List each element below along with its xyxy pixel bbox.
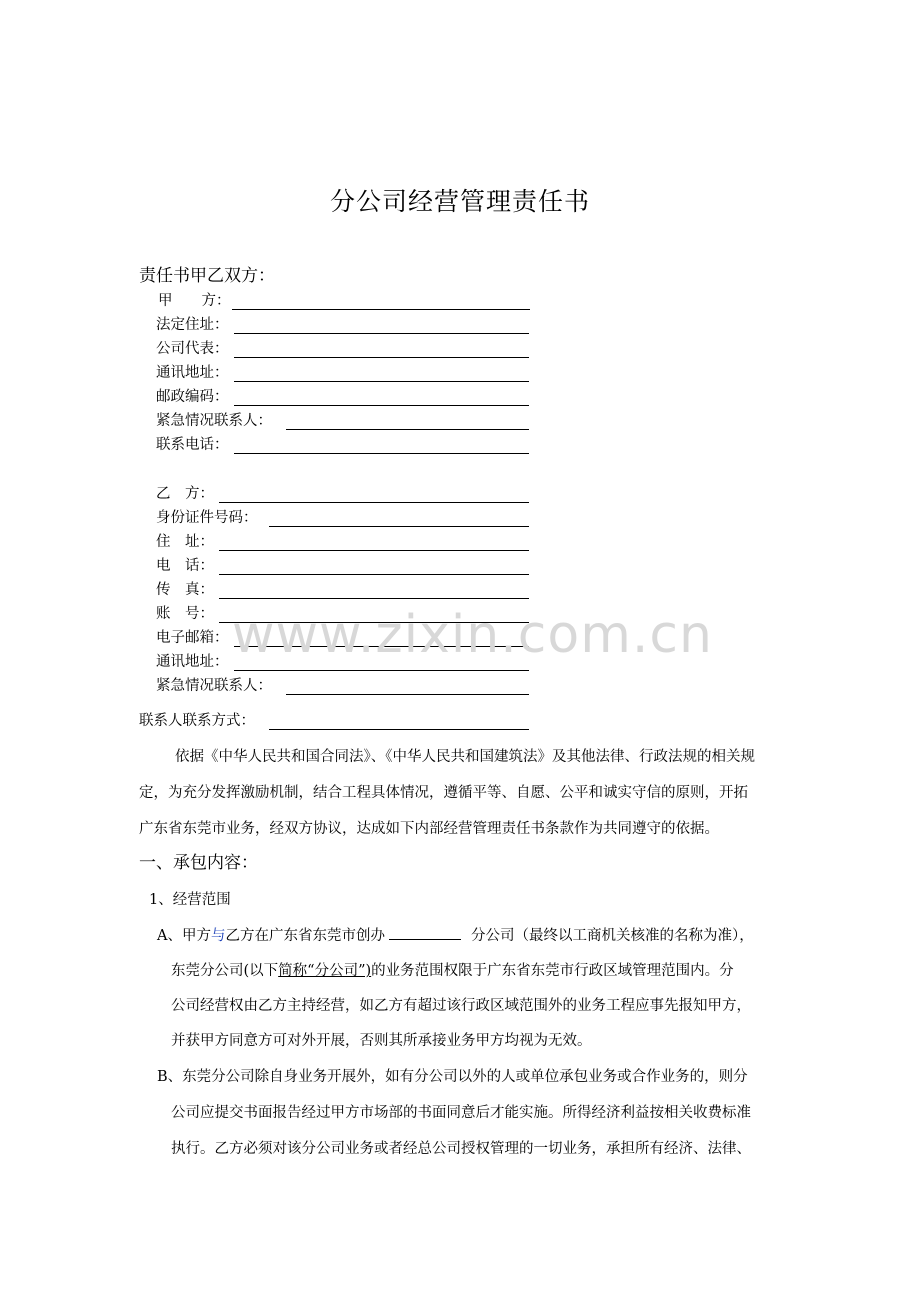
document-title: 分公司经营管理责任书 bbox=[329, 187, 590, 216]
sub-1-heading: 1、经营范围 bbox=[149, 892, 231, 908]
contact-method-blank[interactable] bbox=[269, 729, 529, 730]
party-a-field-rep: 公司代表： bbox=[156, 341, 229, 357]
branch-name-blank[interactable] bbox=[389, 925, 461, 940]
clause-a-l2-c: 的业务范围权限于广东省东莞市行政区域管理范围内。分 bbox=[371, 963, 734, 979]
clause-a-l2-a: 东莞分公司(以下 bbox=[171, 963, 279, 979]
clause-a-l2-underlined: 简称“分公司”) bbox=[278, 963, 372, 979]
party-b-mail-address-blank[interactable] bbox=[234, 670, 529, 671]
party-b-emergency-blank[interactable] bbox=[286, 694, 529, 695]
party-a-field-address: 法定住址： bbox=[156, 317, 229, 333]
contact-method-label: 联系人联系方式： bbox=[139, 713, 255, 729]
clause-a-l1-link: 与 bbox=[210, 928, 226, 944]
party-b-field-account: 账 号： bbox=[156, 606, 214, 622]
party-a-field-name: 甲 方： bbox=[158, 293, 231, 309]
party-b-address-blank[interactable] bbox=[219, 550, 529, 551]
party-b-field-email: 电子邮箱： bbox=[156, 630, 229, 646]
party-a-field-phone: 联系电话： bbox=[156, 437, 229, 453]
watermark: www.zixin.com.cn bbox=[232, 605, 713, 665]
clause-a-line-4: 并获甲方同意方可对外开展，否则其所承接业务甲方均视为无效。 bbox=[171, 1033, 592, 1049]
party-a-field-postcode: 邮政编码： bbox=[156, 389, 229, 405]
party-b-field-address: 住 址： bbox=[156, 534, 214, 550]
party-a-name-blank[interactable] bbox=[232, 309, 530, 310]
party-a-postcode-blank[interactable] bbox=[234, 405, 529, 406]
party-b-field-mail-address: 通讯地址： bbox=[156, 654, 229, 670]
preamble-line-3: 广东省东莞市业务，经双方协议，达成如下内部经营管理责任书条款作为共同遵守的依据。 bbox=[139, 821, 719, 837]
party-b-fax-blank[interactable] bbox=[219, 598, 529, 599]
party-a-rep-blank[interactable] bbox=[234, 357, 529, 358]
clause-a-line-3: 公司经营权由乙方主持经营，如乙方有超过该行政区域范围外的业务工程应事先报知甲方， bbox=[171, 998, 751, 1014]
party-b-field-id: 身份证件号码： bbox=[156, 510, 258, 526]
intro-heading: 责任书甲乙双方： bbox=[139, 266, 275, 286]
preamble-line-1: 依据《中华人民共和国合同法》、《中华人民共和国建筑法》及其他法律、行政法规的相关规 bbox=[175, 749, 755, 765]
clause-b-line-2: 公司应提交书面报告经过甲方市场部的书面同意后才能实施。所得经济利益按相关收费标准 bbox=[171, 1105, 751, 1121]
party-a-phone-blank[interactable] bbox=[234, 453, 529, 454]
preamble-line-2: 定，为充分发挥激励机制，结合工程具体情况，遵循平等、自愿、公平和诚实守信的原则，开拓 bbox=[139, 785, 748, 801]
clause-b-line-3: 执行。乙方必须对该分公司业务或者经总公司授权管理的一切业务，承担所有经济、法律、 bbox=[171, 1141, 751, 1157]
party-b-id-blank[interactable] bbox=[269, 526, 529, 527]
party-b-field-emergency: 紧急情况联系人： bbox=[156, 678, 272, 694]
clause-a-line-2 bbox=[171, 960, 734, 982]
party-a-field-emergency: 紧急情况联系人： bbox=[156, 413, 272, 429]
clause-b-line-1: B、东莞分公司除自身业务开展外，如有分公司以外的人或单位承包业务或合作业务的，则分 bbox=[157, 1069, 748, 1085]
party-a-mail-address-blank[interactable] bbox=[234, 381, 529, 382]
party-a-address-blank[interactable] bbox=[234, 333, 529, 334]
party-b-field-phone: 电 话： bbox=[156, 558, 214, 574]
party-b-phone-blank[interactable] bbox=[219, 574, 529, 575]
party-b-field-name: 乙 方： bbox=[156, 486, 214, 502]
section-1-heading: 一、承包内容： bbox=[139, 853, 258, 873]
party-b-field-fax: 传 真： bbox=[156, 582, 214, 598]
party-a-field-mail-address: 通讯地址： bbox=[156, 365, 229, 381]
clause-a-l1-d: 分公司（最终以工商机关核准的名称为准）， bbox=[470, 928, 754, 944]
party-a-emergency-blank[interactable] bbox=[286, 429, 529, 430]
clause-a-l1-c: 乙方在广东省东莞市创办 bbox=[225, 928, 385, 944]
party-b-name-blank[interactable] bbox=[219, 502, 529, 503]
clause-a-line-1 bbox=[157, 925, 754, 947]
clause-a-l1-a: A、甲方 bbox=[157, 928, 211, 944]
